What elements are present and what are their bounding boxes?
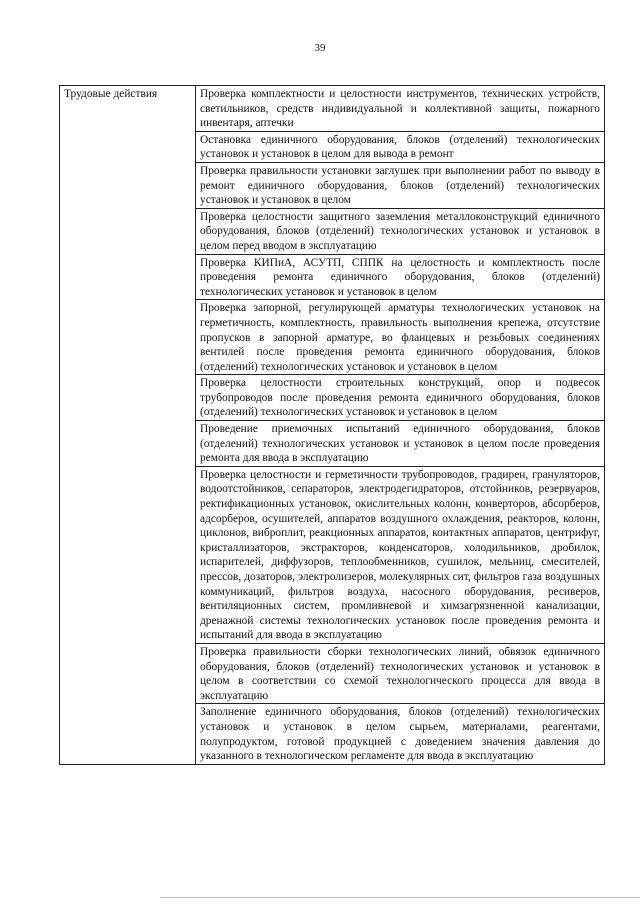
- table-cell: Проверка правильности сборки технологических линий, обвязок единичного оборудования, блоков (отделений) технологических установок и установок в целом в соответствии со схемой технологического процесса для ввода в эксплуатацию: [196, 643, 605, 703]
- table-cell: Проверка КИПиА, АСУТП, СППК на целостность и комплектность после проведения ремонта единичного оборудования, блоков (отделений) технологических установок и установок в целом: [196, 254, 605, 300]
- table-cell: Проверка правильности установки заглушек при выполнении работ по выводу в ремонт единичного оборудования, блоков (отделений) технологических установок и установок в целом: [196, 162, 605, 208]
- table-cell: Остановка единичного оборудования, блоков (отделений) технологических установок и установок в целом для вывода в ремонт: [196, 131, 605, 162]
- table-cell: Заполнение единичного оборудования, блоков (отделений) технологических установок и установок в целом сырьем, материалами, реагентами, полупродуктом, готовой продукцией с доведением значения давления до указанного в технологическом регламенте для ввода в эксплуатацию: [196, 704, 605, 764]
- table-cell: Проверка целостности защитного заземления металлоконструкций единичного оборудования, блоков (отделений) технологических установок и установок в целом перед вводом в эксплуатацию: [196, 208, 605, 254]
- table-cell: Проверка запорной, регулирующей арматуры технологических установок на герметичность, комплектность, правильность выполнения крепежа, отсутствие пропусков в запорной арматуре, во фланцевых и резьбовых соединениях вентилей после проведения ремонта единичного оборудования, блоков (отделений) технологических установок и установок в целом: [196, 300, 605, 375]
- table-cell: Проведение приемочных испытаний единичного оборудования, блоков (отделений) технологических установок и установок в целом после проведения ремонта для ввода в эксплуатацию: [196, 421, 605, 467]
- scan-edge-line: [160, 897, 640, 898]
- table-row: [60, 86, 605, 132]
- page-number: 39: [314, 42, 326, 54]
- labor-actions-table: [59, 85, 605, 765]
- row-label-cell: Трудовые действия: [60, 86, 196, 765]
- table-cell: Проверка целостности и герметичности трубопроводов, градирен, грануляторов, водоотстойников, сепараторов, электродегидраторов, отстойников, резервуаров, ректификационных установок, окислительных колонн, конверторов, абсорберов, адсорберов, осушителей, аппаратов воздушного охлаждения, реакторов, колонн, циклонов, виброплит, реакционных аппаратов, контактных аппаратов, центрифуг, кристаллизаторов, экстракторов, конденсаторов, холодильников, дробилок, испарителей, диффузоров, теплообменников, сушилок, мельниц, смесителей, прессов, дозаторов, электролизеров, молекулярных сит, фильтров газа воздушных коммуникаций, фильтров воздуха, насосного оборудования, ресиверов, вентиляционных систем, промливневой и химзагрязненной канализации, дренажной системы технологических установок после проведения ремонта и испытаний для ввода в эксплуатацию: [196, 466, 605, 643]
- table-cell: Проверка комплектности и целостности инструментов, технических устройств, светильников, средств индивидуальной и коллективной защиты, пожарного инвентаря, аптечки: [196, 86, 605, 132]
- table-cell: Проверка целостности строительных конструкций, опор и подвесок трубопроводов после проведения ремонта единичного оборудования, блоков (отделений) технологических установок и установок в целом: [196, 375, 605, 421]
